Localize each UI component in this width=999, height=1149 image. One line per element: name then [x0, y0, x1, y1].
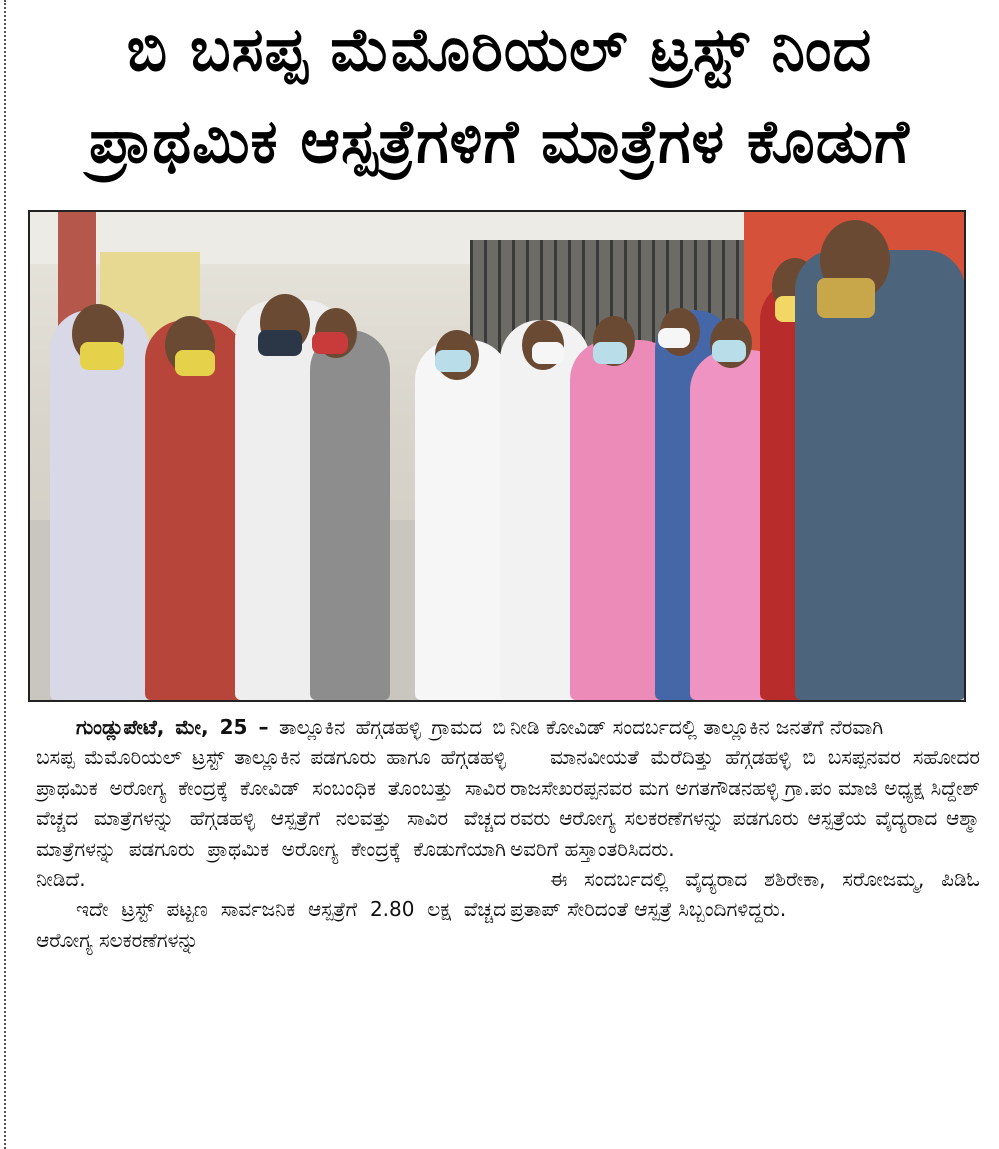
article-column-right	[510, 712, 980, 925]
news-photo	[28, 210, 966, 702]
article-paragraph-5: ಈ ಸಂದರ್ಬದಲ್ಲಿ ವೈದ್ಯರಾದ ಶಶಿರೇಕಾ, ಸರೋಜಮ್ಮ, ಪಿಡಿಓ ಪ್ರತಾಪ್ ಸೇರಿದಂತೆ ಆಸ್ಪತ್ರೆ ಸಿಬ್ಬಂದಿಗಳಿದ್ದರು.	[510, 867, 980, 922]
article-paragraph-3: ನೀಡಿ ಕೋವಿಡ್ ಸಂದರ್ಬದಲ್ಲಿ ತಾಲ್ಲೂಕಿನ ಜನತೆಗೆ ನೆರವಾಗಿ	[510, 715, 884, 739]
article-paragraph-2: ಇದೇ ಟ್ರಸ್ಟ್ ಪಟ್ಟಣ ಸಾರ್ವಜನಿಕ ಆಸ್ಪತ್ರೆಗೆ 2.80 ಲಕ್ಷ ವೆಚ್ಚದ ಆರೋಗ್ಯ ಸಲಕರಣೆಗಳನ್ನು	[36, 897, 506, 952]
dateline: ಗುಂಡ್ಲುಪೇಟೆ, ಮೇ, 25 –	[76, 715, 269, 739]
article-column-left	[36, 712, 506, 955]
article-paragraph-1	[36, 712, 506, 894]
headline-line-1: ಬಿ ಬಸಪ್ಪ ಮೆಮೊರಿಯಲ್ ಟ್ರಸ್ಟ್ ನಿಂದ	[126, 15, 873, 85]
left-column-rule	[4, 0, 6, 1149]
paragraph-1-text: ತಾಲ್ಲೂಕಿನ ಹೆಗ್ಗಡಹಳ್ಳಿ ಗ್ರಾಮದ ಬಿ ಬಸಪ್ಪ ಮೆಮೊರಿಯಲ್ ಟ್ರಸ್ಟ್ ತಾಲ್ಲೂಕಿನ ಪಡಗೂರು ಹಾಗೂ ಹೆಗ್ಗಡಹಳ್ಳಿ ಪ್ರಾಥಮಿಕ ಅರೋಗ್ಯ ಕೇಂದ್ರಕ್ಕೆ ಕೋವಿಡ್ ಸಂಬಂಧಿಕ ತೊಂಬತ್ತು ಸಾವಿರ ವೆಚ್ಚದ ಮಾತ್ರೆಗಳನ್ನು ಹೆಗ್ಗಡಹಳ್ಳಿ ಆಸ್ಪತ್ರೆಗೆ ನಲವತ್ತು ಸಾವಿರ ವೆಚ್ಚದ ಮಾತ್ರೆಗಳನ್ನು ಪಡಗೂರು ಪ್ರಾಥಮಿಕ ಅರೋಗ್ಯ ಕೇಂದ್ರಕ್ಕೆ ಕೊಡುಗೆಯಾಗಿ ನೀಡಿದೆ.	[36, 715, 506, 892]
headline-line-2: ಪ್ರಾಥಮಿಕ ಆಸ್ಪತ್ರೆಗಳಿಗೆ ಮಾತ್ರೆಗಳ ಕೊಡುಗೆ	[89, 107, 910, 177]
article-paragraph-4: ಮಾನವೀಯತೆ ಮೆರೆದಿತ್ತು ಹೆಗ್ಗಡಹಳ್ಳಿ ಬಿ ಬಸಪ್ಪನವರ ಸಹೋದರ ರಾಜಸೇಖರಪ್ಪನವರ ಮಗ ಅಗತಗೌಡನಹಳ್ಳಿ ಗ್ರಾ.ಪಂ ಮಾಜಿ ಅಧ್ಯಕ್ಷ ಸಿದ್ದೇಶ್ ರವರು ಆರೋಗ್ಯ ಸಲಕರಣೆಗಳನ್ನು ಪಡಗೂರು ಆಸ್ಪತ್ರೆಯ ವೈದ್ಯರಾದ ಆಶ್ಮಾ ಅವರಿಗೆ ಹಸ್ತಾಂತರಿಸಿದರು.	[510, 745, 980, 861]
